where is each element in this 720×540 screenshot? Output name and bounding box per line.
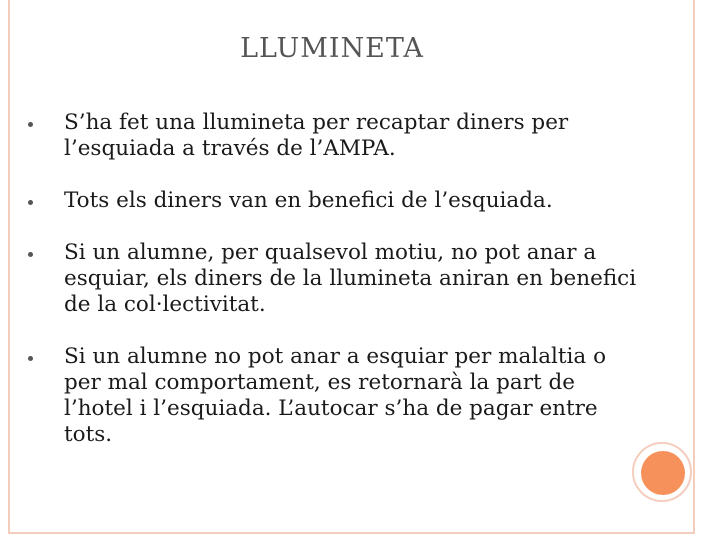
bullet-text: Tots els diners van en benefici de l’esquiada. xyxy=(64,188,553,213)
bullet-text: Si un alumne, per qualsevol motiu, no pot anar a esquiar, els diners de la llumineta aniran en benefici de la col·lectivitat. xyxy=(64,240,637,317)
decorative-circle-icon xyxy=(641,451,685,495)
slide-title: LLUMINETA xyxy=(240,33,424,64)
bullet-item xyxy=(28,344,648,448)
bullet-dot-icon xyxy=(28,200,33,205)
bullet-dot-icon xyxy=(28,122,33,127)
bullet-dot-icon xyxy=(28,252,33,257)
bullet-text: Si un alumne no pot anar a esquiar per malaltia o per mal comportament, es retornarà la part de l’hotel i l’esquiada. L’autocar s’ha de pagar entre tots. xyxy=(64,344,607,447)
bullet-text: S’ha fet una llumineta per recaptar diners per l’esquiada a través de l’AMPA. xyxy=(64,110,569,161)
bullet-dot-icon xyxy=(28,356,33,361)
bullet-item xyxy=(28,110,648,162)
bullet-list xyxy=(28,110,648,448)
bullet-item xyxy=(28,188,648,214)
bullet-item xyxy=(28,240,648,318)
